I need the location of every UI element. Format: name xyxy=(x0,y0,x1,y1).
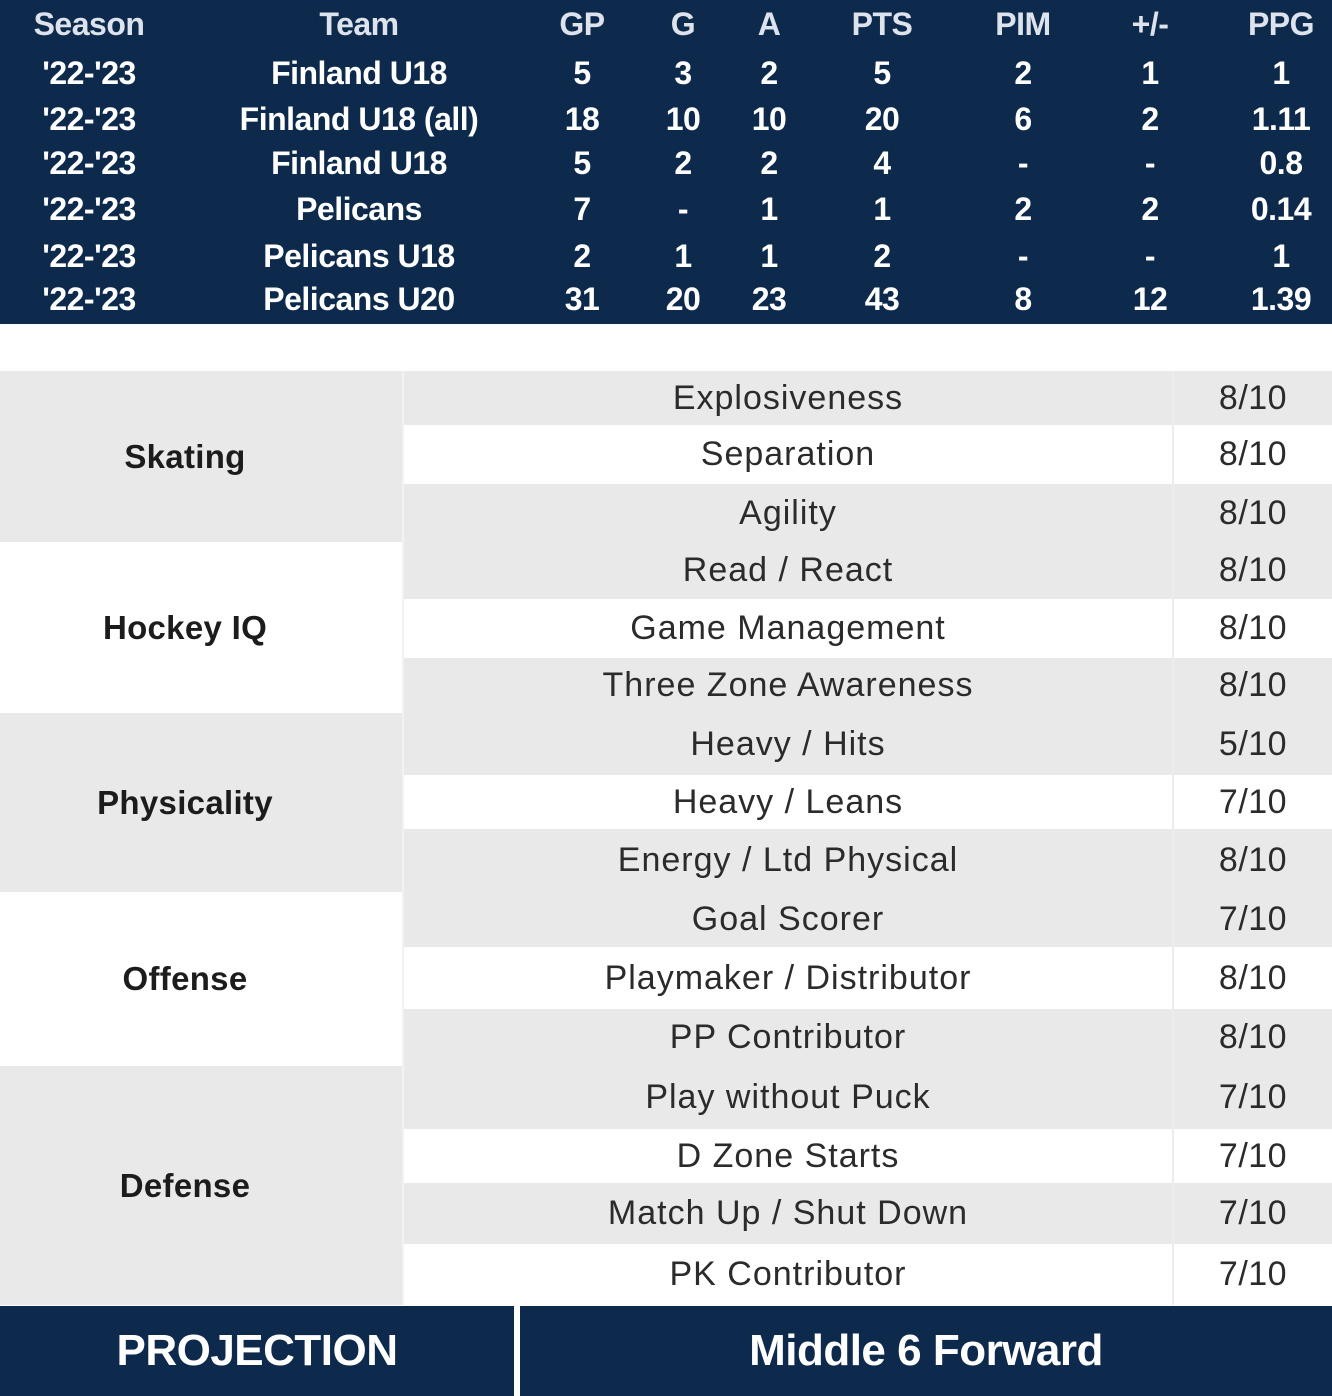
stats-cell-plus-minus: 12 xyxy=(1132,281,1168,317)
stats-row xyxy=(0,140,1332,186)
rating-attribute: Explosiveness xyxy=(672,378,904,417)
stats-cell-g: 1 xyxy=(674,238,692,274)
stats-cell-season: '22-'23 xyxy=(42,191,136,227)
stats-cell-team: Finland U18 (all) xyxy=(239,101,479,137)
stats-cell-plus-minus: 1 xyxy=(1141,55,1159,91)
rating-attribute: D Zone Starts xyxy=(676,1136,900,1175)
stats-cell-g: 20 xyxy=(665,281,701,317)
rating-score: 7/10 xyxy=(1218,1194,1288,1232)
projection-label: PROJECTION xyxy=(0,1306,514,1396)
rating-attribute: Goal Scorer xyxy=(691,900,885,938)
stats-cell-team: Pelicans U20 xyxy=(263,281,455,317)
rating-category-label: Offense xyxy=(122,960,248,997)
stats-row xyxy=(0,276,1332,322)
rating-row xyxy=(404,1066,1332,1129)
stats-cell-plus-minus: 2 xyxy=(1141,191,1159,227)
rating-row xyxy=(404,713,1332,775)
stats-cell-a: 1 xyxy=(760,191,778,227)
rating-row xyxy=(404,1129,1332,1183)
stats-cell-ppg: 1.11 xyxy=(1251,101,1311,137)
stats-cell-g: 2 xyxy=(674,145,692,181)
stats-cell-ppg: 1 xyxy=(1272,55,1290,91)
stats-cell-a: 23 xyxy=(751,281,787,317)
rating-attribute: Game Management xyxy=(630,609,946,647)
stats-cell-plus-minus: - xyxy=(1144,238,1156,274)
rating-score: 7/10 xyxy=(1218,1078,1288,1116)
stats-header-ppg: PPG xyxy=(1247,6,1315,42)
stats-header-season: Season xyxy=(33,6,145,42)
rating-score: 7/10 xyxy=(1218,1136,1288,1175)
stats-cell-pts: 2 xyxy=(873,238,891,274)
rating-score: 8/10 xyxy=(1218,666,1288,704)
rating-row xyxy=(404,599,1332,658)
stats-cell-pim: 8 xyxy=(1014,281,1032,317)
stats-cell-plus-minus: - xyxy=(1144,145,1156,181)
stats-header-pts: PTS xyxy=(851,6,913,42)
stats-cell-g: 10 xyxy=(665,101,701,137)
stats-cell-pim: - xyxy=(1017,145,1029,181)
rating-row xyxy=(404,542,1332,599)
rating-score: 7/10 xyxy=(1218,900,1288,938)
stats-cell-g: 3 xyxy=(674,55,692,91)
stats-cell-plus-minus: 2 xyxy=(1141,101,1159,137)
stats-cell-ppg: 1 xyxy=(1272,238,1290,274)
rating-attribute: Agility xyxy=(739,493,837,532)
rating-group-hockey-iq xyxy=(0,542,1332,713)
stats-cell-pim: 6 xyxy=(1014,101,1032,137)
rating-row xyxy=(404,371,1332,425)
rating-attribute: Play without Puck xyxy=(645,1078,931,1116)
rating-attribute: Separation xyxy=(700,435,876,473)
rating-category-label: Physicality xyxy=(97,783,273,821)
stats-cell-season: '22-'23 xyxy=(42,281,136,317)
stats-cell-ppg: 0.14 xyxy=(1250,191,1312,227)
rating-score: 7/10 xyxy=(1218,1255,1288,1293)
stats-header-g: G xyxy=(670,6,696,42)
rating-row xyxy=(404,775,1332,829)
rating-score: 8/10 xyxy=(1218,435,1288,473)
rating-score: 7/10 xyxy=(1218,782,1288,821)
rating-score: 8/10 xyxy=(1218,1018,1288,1056)
rating-category-label: Hockey IQ xyxy=(102,608,268,646)
stats-cell-a: 10 xyxy=(751,101,787,137)
stats-cell-pim: - xyxy=(1017,238,1029,274)
rating-score: 5/10 xyxy=(1218,724,1288,763)
rating-row xyxy=(404,484,1332,542)
stats-cell-gp: 5 xyxy=(573,145,591,181)
stats-row xyxy=(0,50,1332,96)
rating-score: 8/10 xyxy=(1218,609,1288,647)
stats-header-pim: PIM xyxy=(995,6,1051,42)
rating-row xyxy=(404,829,1332,892)
rating-attribute: Heavy / Hits xyxy=(690,724,886,763)
rating-row xyxy=(404,1183,1332,1244)
rating-attribute: Playmaker / Distributor xyxy=(604,958,972,997)
rating-group-physicality xyxy=(0,713,1332,892)
stats-cell-pts: 4 xyxy=(873,145,891,181)
rating-row xyxy=(404,1244,1332,1305)
rating-attribute: PP Contributor xyxy=(669,1018,907,1056)
stats-cell-pim: 2 xyxy=(1014,55,1032,91)
rating-category-label: Skating xyxy=(124,437,246,475)
stats-cell-team: Pelicans U18 xyxy=(263,238,455,274)
stats-cell-a: 2 xyxy=(760,145,778,181)
rating-score: 8/10 xyxy=(1218,378,1288,417)
stats-cell-pts: 5 xyxy=(873,55,891,91)
stats-cell-season: '22-'23 xyxy=(42,238,136,274)
stats-row xyxy=(0,186,1332,232)
stats-cell-pts: 1 xyxy=(873,191,891,227)
rating-category-label: Defense xyxy=(119,1166,251,1204)
rating-score: 8/10 xyxy=(1218,551,1288,589)
stats-cell-pts: 43 xyxy=(864,281,900,317)
stats-cell-pim: 2 xyxy=(1014,191,1032,227)
stats-row xyxy=(0,96,1332,142)
stats-row xyxy=(0,233,1332,279)
rating-row xyxy=(404,425,1332,484)
stats-cell-team: Finland U18 xyxy=(271,145,447,181)
stats-cell-season: '22-'23 xyxy=(42,55,136,91)
rating-row xyxy=(404,1009,1332,1066)
stats-header-team: Team xyxy=(319,6,399,42)
stats-cell-gp: 2 xyxy=(573,238,591,274)
stats-cell-team: Finland U18 xyxy=(271,55,447,91)
rating-attribute: Read / React xyxy=(682,551,894,589)
stats-cell-team: Pelicans xyxy=(296,191,422,227)
stats-cell-g: - xyxy=(677,191,689,227)
stats-cell-season: '22-'23 xyxy=(42,145,136,181)
stats-header-row xyxy=(0,1,1332,47)
stats-cell-pts: 20 xyxy=(864,101,900,137)
rating-score: 8/10 xyxy=(1218,958,1288,997)
stats-cell-ppg: 1.39 xyxy=(1250,281,1312,317)
rating-row xyxy=(404,892,1332,947)
rating-attribute: PK Contributor xyxy=(669,1255,907,1293)
stats-cell-gp: 18 xyxy=(564,101,600,137)
projection-value: Middle 6 Forward xyxy=(520,1306,1332,1396)
ratings-table xyxy=(0,371,1332,1304)
stats-cell-gp: 31 xyxy=(564,281,600,317)
stats-cell-a: 2 xyxy=(760,55,778,91)
rating-attribute: Heavy / Leans xyxy=(672,782,904,821)
rating-score: 8/10 xyxy=(1218,841,1288,879)
rating-row xyxy=(404,658,1332,713)
rating-group-offense xyxy=(0,892,1332,1066)
rating-attribute: Three Zone Awareness xyxy=(602,666,974,704)
stats-cell-season: '22-'23 xyxy=(42,101,136,137)
rating-attribute: Match Up / Shut Down xyxy=(607,1194,969,1232)
stats-header-a: A xyxy=(757,6,781,42)
rating-group-skating xyxy=(0,371,1332,542)
rating-score: 8/10 xyxy=(1218,493,1288,532)
rating-row xyxy=(404,947,1332,1009)
stats-table xyxy=(0,0,1332,324)
stats-cell-gp: 7 xyxy=(573,191,591,227)
stats-cell-ppg: 0.8 xyxy=(1259,145,1303,181)
stats-cell-gp: 5 xyxy=(573,55,591,91)
rating-attribute: Energy / Ltd Physical xyxy=(617,841,959,879)
stats-header-gp: GP xyxy=(559,6,605,42)
rating-group-defense xyxy=(0,1066,1332,1305)
stats-cell-a: 1 xyxy=(760,238,778,274)
stats-header-plus-minus: +/- xyxy=(1131,6,1169,42)
